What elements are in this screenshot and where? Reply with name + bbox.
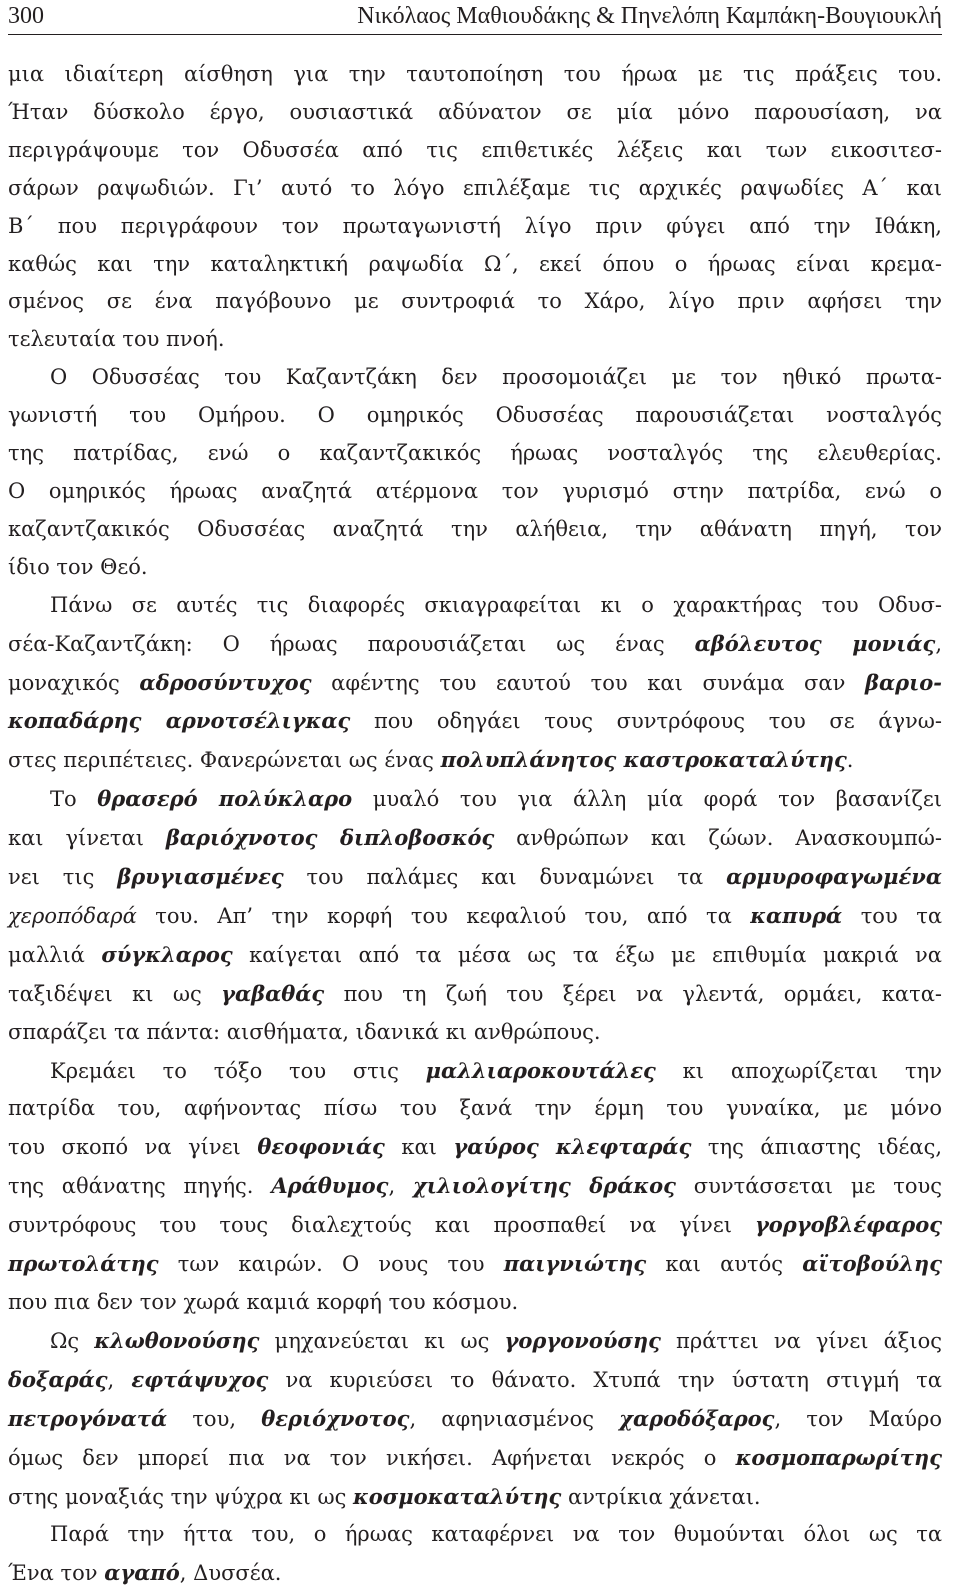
text-run: νει τις [8,865,118,890]
text-line [8,1439,942,1478]
emphasis-word: χιλιολογίτης δράκος [413,1173,676,1199]
emphasis-word: θεοφονιάς [257,1134,385,1160]
text-run: του τα [842,903,942,928]
text-line [8,625,942,664]
text-run: , τον Μαύρο [774,1406,942,1431]
text-line [8,1554,942,1593]
text-line [8,56,942,94]
text-run: μηχανεύεται κι ως [259,1328,505,1353]
text-run: μοναχικός [8,670,140,695]
text-line [8,1478,942,1517]
emphasis-word: χαροδόξαρος [619,1405,775,1431]
emphasis-word: παιγνιώτης [503,1251,647,1277]
body-text [8,56,942,1593]
text-run: κι αποχωρίζεται την [655,1058,942,1083]
text-run: που τη ζωή του ξέρει να γλεντά, ορμάει, κατα- [324,981,942,1006]
emphasis-word: πετρογόνατά [8,1405,168,1431]
running-head: Νικόλαος Μαθιουδάκης & Πηνελόπη Καμπάκη-Βουγιουκλή [357,3,942,29]
emphasis-word: κοσμοκαταλύτης [353,1483,562,1509]
text-run: Ο Οδυσσέας του Καζαντζάκη δεν προσομοιάζει με τον ηθικό πρωτα- [50,365,942,390]
emphasis-word: αγαπό [104,1560,180,1586]
text-line [8,780,942,819]
text-line [8,435,942,473]
emphasis-word: πολυπλάνητος καστροκαταλύτης [440,747,847,773]
text-run: συντάσσεται με τους [675,1174,942,1199]
emphasis-word: βαριο- [865,669,942,695]
emphasis-word: αδροσύντυχος [139,669,312,695]
text-run: στης μοναξιάς την ψύχρα κι ως [8,1484,354,1509]
text-run: , [388,1174,413,1199]
emphasis-word: βρυγιασμένες [117,864,284,890]
text-run: στες περιπέτειες. Φανερώνεται ως ένας [8,748,441,773]
text-line [8,1090,942,1128]
text-line [8,741,942,780]
page-number: 300 [8,3,44,29]
text-run: σάρων ραψωδιών. Γι’ αυτό το λόγο επιλέξαμε τις αρχικές ραψωδίες Α΄ και [8,175,942,200]
text-line [8,473,942,511]
text-run: Το [50,787,98,812]
text-run: , [107,1367,132,1392]
text-run: καίγεται από τα μέσα ως τα έξω με επιθυμία μακριά να [232,942,942,967]
text-line [8,858,942,897]
text-run: να κυριεύσει το θάνατο. Χτυπά την ύστατη στιγμή τα [268,1367,942,1392]
text-line [8,170,942,208]
text-line [8,132,942,170]
text-run: Ο ομηρικός ήρωας αναζητά ατέρμονα τον γυρισμό στην πατρίδα, ενώ ο [8,478,942,503]
text-run: του. Απ’ την κορφή του κεφαλιού του, από τα [136,903,751,928]
text-line [8,549,942,587]
text-run: , [935,631,943,656]
text-line [8,1322,942,1361]
text-line [8,1128,942,1167]
text-run: μια ιδιαίτερη αίσθηση για την ταυτοποίηση του ήρωα με τις πράξεις του. [8,62,942,86]
emphasis-word: γαύρος κλεφταράς [453,1134,692,1160]
emphasis-word: γοργοβλέφαρος [754,1212,942,1238]
text-run: μαλλιά [8,942,102,967]
paragraph [8,1516,942,1593]
text-line [8,1052,942,1091]
text-run: , Δυσσέα. [179,1561,282,1586]
paragraph [8,1322,942,1517]
emphasis-word: γοργονούσης [504,1327,661,1353]
paragraph [8,587,942,781]
text-line [8,283,942,321]
text-run: Ως [50,1328,95,1353]
text-line [8,819,942,858]
text-run: σμένος σε ένα παγόβουνο με συντροφιά το Χάρο, λίγο πριν αφήσει την [8,289,942,314]
emphasis-word: θρασερό πολύκλαρο [97,786,353,812]
text-run: αντρίκια χάνεται. [561,1484,761,1509]
text-line [8,1206,942,1245]
emphasis-word: μαλλιαροκουτάλες [425,1057,656,1083]
emphasis-word: κοσμοπαρωρίτης [735,1444,942,1470]
text-run: Κρεμάει το τόξο του στις [50,1058,426,1083]
text-line [8,359,942,397]
text-run: καθώς και την καταληκτική ραψωδία Ω΄, εκεί όπου ο ήρωας είναι κρεμα- [8,251,942,276]
paragraph [8,56,942,359]
text-run: Πάνω σε αυτές τις διαφορές σκιαγραφείται κι ο χαρακτήρας του Οδυσ- [50,592,942,617]
text-run: και γίνεται [8,826,166,851]
text-run: καζαντζακικός Οδυσσέας αναζητά την αλήθεια, την αθάνατη πηγή, τον [8,516,942,541]
text-run: πατρίδα του, αφήνοντας πίσω του ξανά την έρμη του γυναίκα, με μόνο [8,1096,942,1121]
text-run: και [384,1135,454,1160]
emphasis-word: αϊτοβούλης [802,1251,942,1277]
text-run: ίδιο τον Θεό. [8,554,148,579]
emphasis-word: αβόλευτος μονιάς [694,630,936,656]
text-run: ανθρώπων και ζώων. Ανασκουμπώ- [494,826,943,851]
emphasis-word: Αράθυμος [271,1173,389,1199]
emphasis-word: χεροπόδαρά [8,903,137,928]
emphasis-word: σύγκλαρος [101,941,233,967]
emphasis-word: θεριόχνοτος [261,1405,410,1431]
text-run: του σκοπό να γίνει [8,1135,258,1160]
text-run: που πια δεν τον χωρά καμιά κορφή του κόσμου. [8,1290,519,1314]
text-run: συντρόφους του τους διαλεχτούς και προσπαθεί να γίνει [8,1213,755,1238]
text-run: της άπιαστης ιδέας, [691,1135,943,1160]
text-line [8,1400,942,1439]
emphasis-word: καπυρά [750,902,843,928]
text-line [8,208,942,246]
text-run: που οδηγάει τους συντρόφους του σε άγνω- [350,709,943,734]
text-run: γωνιστή του Ομήρου. Ο ομηρικός Οδυσσέας παρουσιάζεται νοσταλγός [8,403,942,428]
emphasis-word: γαβαθάς [221,980,325,1006]
text-run: όμως δεν μπορεί πια να τον νικήσει. Αφήνεται νεκρός ο [8,1445,736,1470]
emphasis-word: δοξαράς [8,1366,108,1392]
text-line [8,1516,942,1554]
paragraph [8,1052,942,1322]
emphasis-word: κοπαδάρης αρνοτσέλιγκας [8,708,351,734]
paragraph [8,359,942,586]
text-run: ταξιδέψει κι ως [8,981,222,1006]
emphasis-word: αρμυροφαγωμένα [726,864,943,890]
text-run: Παρά την ήττα του, ο ήρωας καταφέρνει να τον θυμούνται όλοι ως τα [50,1522,942,1547]
text-run: και αυτός [646,1252,803,1277]
emphasis-word: βαριόχνοτος διπλοβοσκός [165,825,495,851]
text-run: . [846,748,854,773]
text-line [8,587,942,625]
text-line [8,1284,942,1322]
text-line [8,511,942,549]
text-line [8,397,942,435]
text-run: πράττει να γίνει άξιος [660,1328,943,1353]
text-line [8,936,942,975]
text-run: των καιρών. Ο νους του [158,1252,504,1277]
text-run: περιγράψουμε τον Οδυσσέα από τις επιθετικές λέξεις και των εικοσιτεσ- [8,137,942,162]
text-line [8,664,942,703]
text-run: του, [167,1406,262,1431]
text-run: τελευταία του πνοή. [8,327,225,352]
text-run: της πατρίδας, ενώ ο καζαντζακικός ήρωας νοσταλγός της ελευθερίας. [8,441,942,466]
text-run: , αφηνιασμένος [409,1406,620,1431]
text-line [8,246,942,284]
emphasis-word: εφτάψυχος [131,1366,269,1392]
text-run: αφέντης του εαυτού του και συνάμα σαν [311,670,866,695]
text-run: Β΄ που περιγράφουν τον πρωταγωνιστή λίγο πριν φύγει από την Ιθάκη, [8,213,942,238]
text-line [8,1361,942,1400]
text-run: Ένα τον [8,1561,105,1586]
text-line [8,1167,942,1206]
page-header [8,0,942,35]
text-line [8,94,942,132]
text-run: μυαλό του για άλλη μία φορά τον βασανίζει [352,787,943,812]
paragraph [8,780,942,1051]
text-run: σέα-Καζαντζάκη: Ο ήρωας παρουσιάζεται ως ένας [8,631,695,656]
text-line [8,321,942,359]
text-run: Ήταν δύσκολο έργο, ουσιαστικά αδύνατον σε μία μόνο παρουσίαση, να [8,99,942,124]
text-run: της αθάνατης πηγής. [8,1174,272,1199]
text-run: του παλάμες και δυναμώνει τα [283,865,727,890]
text-line [8,897,942,936]
text-line [8,702,942,741]
text-line [8,1245,942,1284]
text-line [8,1014,942,1052]
text-line [8,975,942,1014]
emphasis-word: κλωθονούσης [94,1327,260,1353]
emphasis-word: πρωτολάτης [8,1251,159,1277]
text-run: σπαράζει τα πάντα: αισθήματα, ιδανικά κι ανθρώπους. [8,1019,601,1044]
